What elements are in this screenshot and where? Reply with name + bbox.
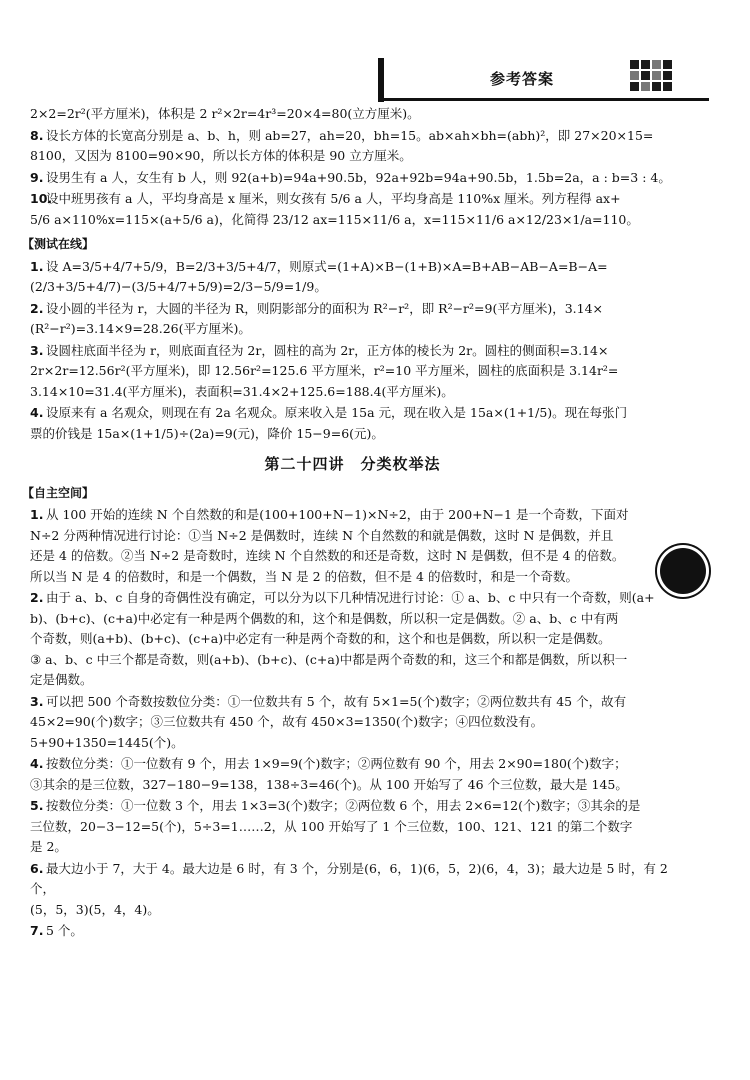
answer-line: [30, 692, 675, 713]
answer-line: [30, 168, 675, 189]
answer-item: [30, 505, 675, 587]
answer-line: [30, 505, 675, 526]
line-text: 5+90+1350=1445(个)。: [30, 734, 184, 750]
item-number: 9.: [30, 169, 44, 185]
line-text: 所以当 N 是 4 的倍数时，和是一个偶数，当 N 是 2 的倍数，但不是 4 的倍数时，和是一个奇数。: [30, 568, 578, 584]
item-number: 3.: [30, 693, 44, 709]
header-bar: [378, 58, 384, 102]
answer-item: [30, 341, 675, 403]
answer-item: [30, 859, 675, 921]
answer-line: [30, 796, 675, 817]
item-number: 3.: [30, 342, 44, 358]
line-text: 3.14×10=31.4(平方厘米)，表面积=31.4×2+125.6=188.4(平方厘米)。: [30, 383, 454, 399]
item-number: 5.: [30, 798, 44, 813]
answer-line: [30, 921, 675, 942]
line-text: 8100，又因为 8100=90×90，所以长方体的体积是 90 立方厘米。: [30, 148, 412, 163]
line-text: 设长方体的长宽高分别是 a、b、h，则 ab=27，ah=20，bh=15。ab×ah×bh=(abh)²，即 27×20×15=: [46, 127, 654, 143]
line-text: 可以把 500 个奇数按数位分类：①一位数共有 5 个，故有 5×1=5(个)数字；②两位数共有 45 个，故有: [46, 693, 627, 709]
line-text: 个奇数，则(a+b)、(b+c)、(c+a)中必定有一种是两个奇数的和，这个和也是偶数，所以积一定是偶数。: [30, 631, 611, 646]
answer-line: [30, 670, 675, 691]
answer-line: [30, 277, 675, 298]
answer-line: [30, 837, 675, 858]
line-text: b)、(b+c)、(c+a)中必定有一种是两个偶数的和，这个和是偶数，所以积一定是偶数。② a、b、c 中有两: [30, 610, 619, 626]
answer-line: [30, 424, 675, 445]
line-text: ③其余的是三位数，327−180−9=138，138÷3=46(个)。从 100 开始写了 46 个三位数，最大是 145。: [30, 776, 628, 792]
answer-line: [30, 361, 675, 382]
line-text: (R²−r²)=3.14×9=28.26(平方厘米)。: [30, 321, 251, 336]
answer-line: [30, 210, 675, 231]
line-text: 设中班男孩有 a 人，平均身高是 x 厘米，则女孩有 5/6 a 人，平均身高是 110%x 厘米。列方程得 ax+: [46, 191, 621, 206]
line-text: 设小圆的半径为 r，大圆的半径为 R，则阴影部分的面积为 R²−r²，即 R²−r²=9(平方厘米)，3.14×: [46, 300, 604, 316]
answer-line: [30, 526, 675, 547]
item-number: 7.: [30, 923, 44, 938]
answer-line: [30, 189, 675, 210]
answer-item: [30, 754, 675, 795]
answer-line: [30, 754, 675, 775]
answer-line: [30, 382, 675, 403]
line-text: 按数位分类：①一位数 3 个，用去 1×3=3(个)数字；②两位数 6 个，用去 2×6=12(个)数字；③其余的是: [46, 798, 641, 813]
answer-line: [30, 299, 675, 320]
item-number: 8.: [30, 127, 44, 143]
answer-line: [30, 629, 675, 650]
section-heading-self: 【自主空间】: [22, 485, 95, 500]
answer-item: [30, 189, 675, 230]
line-text: 5 个。: [46, 923, 83, 938]
item-number: 1.: [30, 258, 44, 274]
continuation-line: 2×2=2r²(平方厘米)，体积是 2 r²×2r=4r³=20×4=80(立方厘米)。: [30, 106, 420, 121]
answer-item: [30, 692, 675, 754]
line-text: N÷2 分两种情况进行讨论：①当 N÷2 是偶数时，连续 N 个自然数的和就是偶数，这时 N 是偶数，并且: [30, 527, 614, 543]
answer-line: [30, 257, 675, 278]
item-number: 2.: [30, 300, 44, 316]
answer-line: [30, 733, 675, 754]
line-text: 定是偶数。: [30, 672, 93, 687]
answer-item: [30, 588, 675, 691]
line-text: 设原来有 a 名观众，则现在有 2a 名观众。原来收入是 15a 元，现在收入是 15a×(1+1/5)。现在每张门: [46, 405, 628, 420]
line-text: 设男生有 a 人，女生有 b 人，则 92(a+b)=94a+90.5b，92a+92b=94a+90.5b，1.5b=2a，a : b=3 : 4。: [46, 169, 671, 185]
line-text: ③ a、b、c 中三个都是奇数，则(a+b)、(b+c)、(c+a)中都是两个奇数的和，这三个和都是偶数，所以积一: [30, 651, 628, 667]
line-text: 设 A=3/5+4/7+5/9，B=2/3+3/5+4/7，则原式=(1+A)×B−(1+B)×A=B+AB−AB−A=B−A=: [46, 258, 608, 274]
answer-line: [30, 859, 675, 900]
line-text: 最大边小于 7，大于 4。最大边是 6 时，有 3 个，分别是(6，6，1)(6，5，2)(6，4，3)；最大边是 5 时，有 2 个，: [30, 860, 668, 896]
answer-group-test: [30, 257, 675, 445]
answer-line: [30, 650, 675, 671]
item-number: 4.: [30, 756, 44, 771]
page-content: [22, 104, 675, 943]
line-text: 是 2。: [30, 839, 67, 854]
answer-item: [30, 403, 675, 444]
line-text: 票的价钱是 15a×(1+1/5)÷(2a)=9(元)，降价 15−9=6(元)。: [30, 425, 384, 441]
answer-line: [30, 403, 675, 424]
answer-line: [30, 817, 675, 838]
item-number: 2.: [30, 590, 44, 605]
line-text: 按数位分类：①一位数有 9 个，用去 1×9=9(个)数字；②两位数有 90 个，用去 2×90=180(个)数字；: [46, 756, 627, 771]
line-text: 三位数，20−3−12=5(个)，5÷3=1……2，从 100 开始写了 1 个三位数，100、121、121 的第二个数字: [30, 818, 633, 834]
answer-item: [30, 257, 675, 298]
answer-line: [30, 146, 675, 167]
line-text: 5/6 a×110%x=115×(a+5/6 a)，化简得 23/12 ax=115×11/6 a，x=115×11/6 a×12/23×1/a=110。: [30, 211, 639, 227]
line-text: (2/3+3/5+4/7)−(3/5+4/7+5/9)=2/3−5/9=1/9。: [30, 279, 327, 294]
item-number: 10.: [30, 191, 53, 206]
answer-line: [30, 712, 675, 733]
line-text: 还是 4 的倍数。②当 N÷2 是奇数时，连续 N 个自然数的和还是奇数，这时 N 是偶数，但不是 4 的倍数。: [30, 548, 625, 563]
chapter-title: 第二十四讲 分类枚举法: [264, 455, 441, 473]
line-text: 设圆柱底面半径为 r，则底面直径为 2r，圆柱的高为 2r，正方体的棱长为 2r。圆柱的侧面积=3.14×: [46, 342, 609, 358]
line-text: 由于 a、b、c 自身的奇偶性没有确定，可以分为以下几种情况进行讨论：① a、b、c 中只有一个奇数，则(a+: [46, 590, 655, 605]
answer-item: [30, 299, 675, 340]
header-squares-icon: [630, 60, 674, 96]
answer-item: [30, 796, 675, 858]
answer-line: [30, 319, 675, 340]
line-text: 从 100 开始的连续 N 个自然数的和是(100+100+N−1)×N÷2，由于 200+N−1 是一个奇数，下面对: [46, 507, 629, 522]
answer-line: [30, 341, 675, 362]
line-text: (5，5，3)(5，4，4)。: [30, 901, 160, 917]
answer-line: [30, 900, 675, 921]
item-number: 1.: [30, 507, 44, 522]
item-number: 4.: [30, 405, 44, 420]
answer-line: [30, 126, 675, 147]
item-number: 6.: [30, 860, 44, 876]
answer-line: [30, 567, 675, 588]
page-header-title: 参考答案: [490, 70, 555, 88]
answer-group-a: [30, 126, 675, 231]
header-rule: [384, 98, 709, 101]
answer-item: [30, 921, 675, 942]
answer-line: [30, 588, 675, 609]
answer-line: [30, 775, 675, 796]
section-heading-test: 【测试在线】: [22, 237, 95, 251]
answer-line: [30, 546, 675, 567]
answer-group-self: [30, 505, 675, 942]
answer-line: [30, 609, 675, 630]
line-text: 45×2=90(个)数字；③三位数共有 450 个，故有 450×3=1350(个)数字；④四位数没有。: [30, 714, 544, 729]
answer-item: [30, 126, 675, 167]
answer-item: [30, 168, 675, 189]
line-text: 2r×2r=12.56r²(平方厘米)，即 12.56r²=125.6 平方厘米，r²=10 平方厘米，圆柱的底面积是 3.14r²=: [30, 363, 619, 378]
